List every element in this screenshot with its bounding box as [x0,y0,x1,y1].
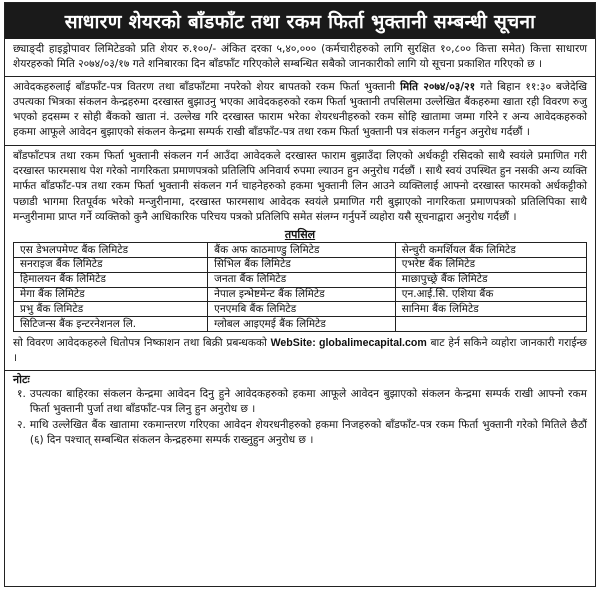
bank-row [14,287,587,302]
distribution-text-b: गते बिहान ११:३० बजेदेखि उपत्यका भित्रका संकलन केन्द्रहरुमा दरखास्त बुझाउनु भएका आवेदकहरुको रकम फिर्ता भुक्तानी तपसिलमा उल्लेखित बैंकहरुमा खाता रही विवरण रुजु भएको हदसम्म र सोही बैंकको खाता नं. उल्लेख गरि दरखास्त फाराम भरेका शेयरधनीहरुको रकम सोहि खातामा जम्मा गरिने र अन्य आवेदकहरुको हकमा आफूले आवेदन बुझाएको संकलन केन्द्रमा सम्पर्क राखी बाँडफाँट-पत्र तथा रकम फिर्ता भुक्तानी पत्र संकलन गर्नहुन अनुरोध गर्दछौं । [13,80,588,139]
note-text: उपत्यका बाहिरका संकलन केन्द्रमा आवेदन दिनु हुने आवेदकहरुको हकमा आफूले आवेदन बुझाएको संकलन केन्द्रमा सम्पर्क राखी आफ्नो रकम फिर्ता भुक्तानी पुर्जा तथा बाँडफाँट-पत्र लिनु हुन अनुरोध छ । [29,387,587,415]
notice [4,2,596,587]
website-paragraph [5,332,595,370]
bank-row [14,258,587,273]
note-label: नोटः [13,372,30,386]
bank-cell: सेन्चुरी कमर्शियल बैंक लिमिटेड [395,243,586,258]
note-number: २. [17,418,26,431]
bank-row [14,317,587,332]
bank-cell: सिभिल बैंक लिमिटेड [208,258,396,273]
intro-paragraph: छ्याङ्दी हाइड्रोपावर लिमिटेडको प्रति शेयर रु.१००/- अंकित दरका ५,४०,००० (कर्मचारीहरुको लागि सुरक्षित १०,८०० कित्ता समेत) कित्ता साधारण शेयरहरुको मिति २०७४/०३/१७ गते शनिबारका दिन बाँडफाँट गरिएकोले सम्बन्धित सबैको जानकारीको लागि यो सूचना प्रकाशित गरिएको छ । [13,43,587,71]
collection-paragraph: बाँडफाँटपत्र तथा रकम फिर्ता भुक्तानी संकलन गर्न आउँदा आवेदकले दरखास्त फाराम बुझाउँदा लिएको अर्धकट्टी रसिदको साथै स्वयंले प्रमाणित गरी दरखास्त फारमसाथ पेश गरेको नागरिकता प्रमाणपत्रको प्रतिलिपि अनिवार्य रुपमा ल्याउन हुन अनुरोध गर्दछौं । साथै स्वयं उपस्थित हुन नसकी अन्य व्यक्ति मार्फत बाँडफाँट-पत्र तथा रकम फिर्ता भुक्तानी संकलन गर्न चाहनेहरुको हकमा भुक्तानी लिन आउने व्यक्तिलाई आफ्नो दरखास्त फारमको अर्धकट्टीको पछाडी भागमा रितपूर्वक भरेको मन्जुरीनामा, दरखास्त फारमसाथ आवेदक स्वयंले प्रमाणित गरी बुझाएको नागरिकता प्रमाणपत्रको प्रतिलिपिका साथै मन्जुरीनामा प्राप्त गर्ने व्यक्तिको कुनै आधिकारिक परिचय पत्रको प्रतिलिपि समेत संलग्न गर्नुपर्ने व्यहोरा यसै सूचनाद्वारा अनुरोध गर्दछौं । [13,149,587,223]
bank-cell: ग्लोबल आइएमई बैंक लिमिटेड [208,317,396,332]
note-item [5,418,595,449]
bank-cell: प्रभु बैंक लिमिटेड [14,302,208,317]
website-link[interactable]: WebSite: globalimecapital.com [270,337,427,350]
bank-cell: जनता बैंक लिमिटेड [208,272,396,287]
bank-row [14,243,587,258]
distribution-text-a: आवेदकहरुलाई बाँडफाँट-पत्र वितरण तथा बाँडफाँटमा नपरेको शेयर बापतको रकम फिर्ता भुक्तानी [13,80,401,93]
bank-row [14,302,587,317]
website-text-b: बाट हेर्न सकिने व्यहोरा जानकारी गराईन्छ । [13,337,587,365]
bank-cell: माछापुच्छ्रे बैंक लिमिटेड [395,272,586,287]
note-item [5,387,595,418]
bank-cell [395,317,586,332]
bank-cell: एस डेभलपमेण्ट बैंक लिमिटेड [14,243,208,258]
bank-cell: नेपाल इन्भेष्टमेन्ट बैंक लिमिटेड [208,287,396,302]
bank-cell: सानिमा बैंक लिमिटेड [395,302,586,317]
bank-cell: एभरेष्ट बैंक लिमिटेड [395,258,586,273]
distribution-paragraph [5,77,595,145]
note-number: १. [17,387,26,400]
bank-cell: बैंक अफ काठमाण्डु लिमिटेड [208,243,396,258]
bank-cell: सिटिजन्स बैंक इन्टरनेशनल लि. [14,317,208,332]
bank-cell: एन.आई.सि. एशिया बैंक [395,287,586,302]
bank-row [14,272,587,287]
table-title: तपसिल [284,228,316,242]
bank-table [13,242,587,332]
notice-title: साधारण शेयरको बाँडफाँट तथा रकम फिर्ता भुक्तानी सम्बन्धी सूचना [5,3,595,39]
website-text-a: सो विवरण आवेदकहरुले धितोपत्र निष्काशन तथा बिक्री प्रबन्धकको [13,337,271,350]
bank-cell: सनराइज बैंक लिमिटेड [14,258,208,273]
note-text: माथि उल्लेखित बैंक खातामा रकमान्तरण गरिएका आवेदन शेयरधनीहरुको हकमा निजहरुको बाँडफाँट-पत्र रकम फिर्ता भुक्तानी गरेको मितिले छैठौं (६) दिन पश्चात् सम्बन्धित संकलन केन्द्रहरुमा सम्पर्क राख्नुहुन अनुरोध छ । [29,418,587,446]
distribution-date: मिति २०७४/०३/२१ [400,80,476,93]
bank-cell: एनएमबि बैंक लिमिटेड [208,302,396,317]
bank-cell: मेगा बैंक लिमिटेड [14,287,208,302]
bank-cell: हिमालयन बैंक लिमिटेड [14,272,208,287]
